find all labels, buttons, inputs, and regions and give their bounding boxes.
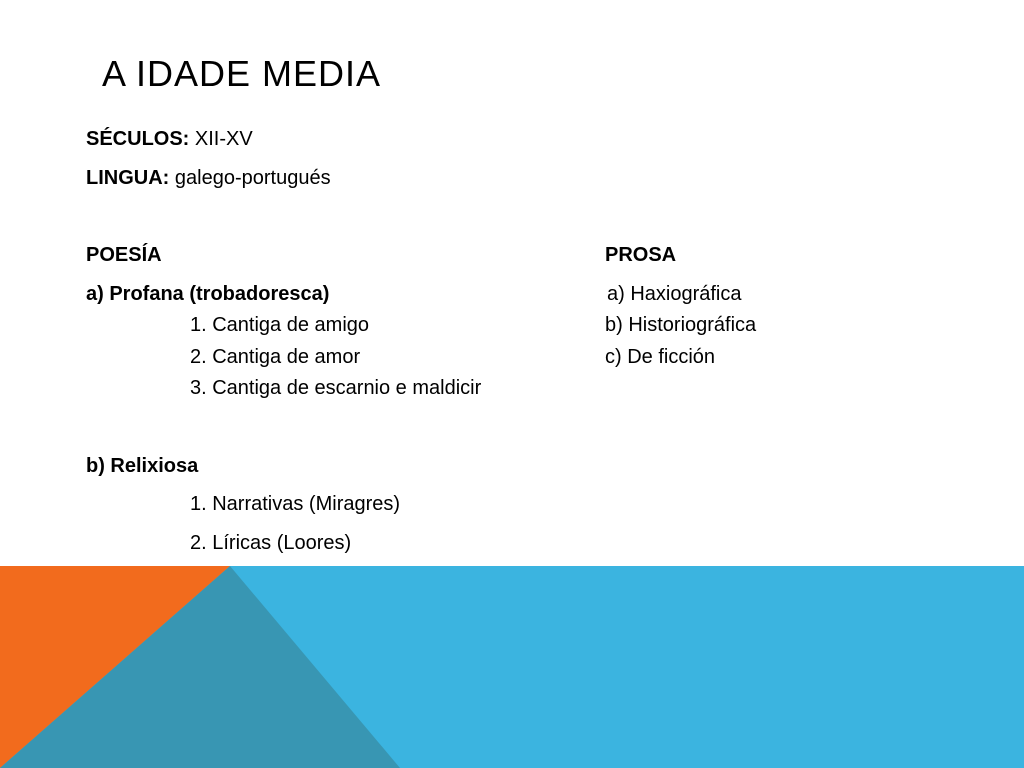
lingua-line bbox=[86, 165, 331, 191]
seculos-label: SÉCULOS: bbox=[86, 128, 190, 150]
profana-label: a) Profana (trobadoresca) bbox=[86, 283, 330, 305]
seculos-value: XII-XV bbox=[194, 128, 253, 150]
prosa-heading: PROSA bbox=[605, 244, 677, 266]
seculos-line bbox=[86, 126, 253, 152]
lingua-value: galego-portugués bbox=[174, 167, 331, 189]
poesia-heading: POESÍA bbox=[86, 244, 162, 266]
relixiosa-item: 1. Narrativas (Miragres) bbox=[190, 493, 401, 515]
relixiosa-label: b) Relixiosa bbox=[86, 455, 199, 477]
lingua-label: LINGUA: bbox=[86, 167, 170, 189]
profana-item: 2. Cantiga de amor bbox=[190, 346, 361, 368]
prosa-item: b) Historiográfica bbox=[605, 314, 757, 336]
page-title: A IDADE MEDIA bbox=[102, 53, 382, 94]
prosa-item: a) Haxiográfica bbox=[607, 283, 742, 305]
prosa-item: c) De ficción bbox=[605, 346, 716, 368]
relixiosa-item: 2. Líricas (Loores) bbox=[190, 532, 352, 554]
profana-item: 3. Cantiga de escarnio e maldicir bbox=[190, 377, 482, 399]
profana-item: 1. Cantiga de amigo bbox=[190, 314, 370, 336]
